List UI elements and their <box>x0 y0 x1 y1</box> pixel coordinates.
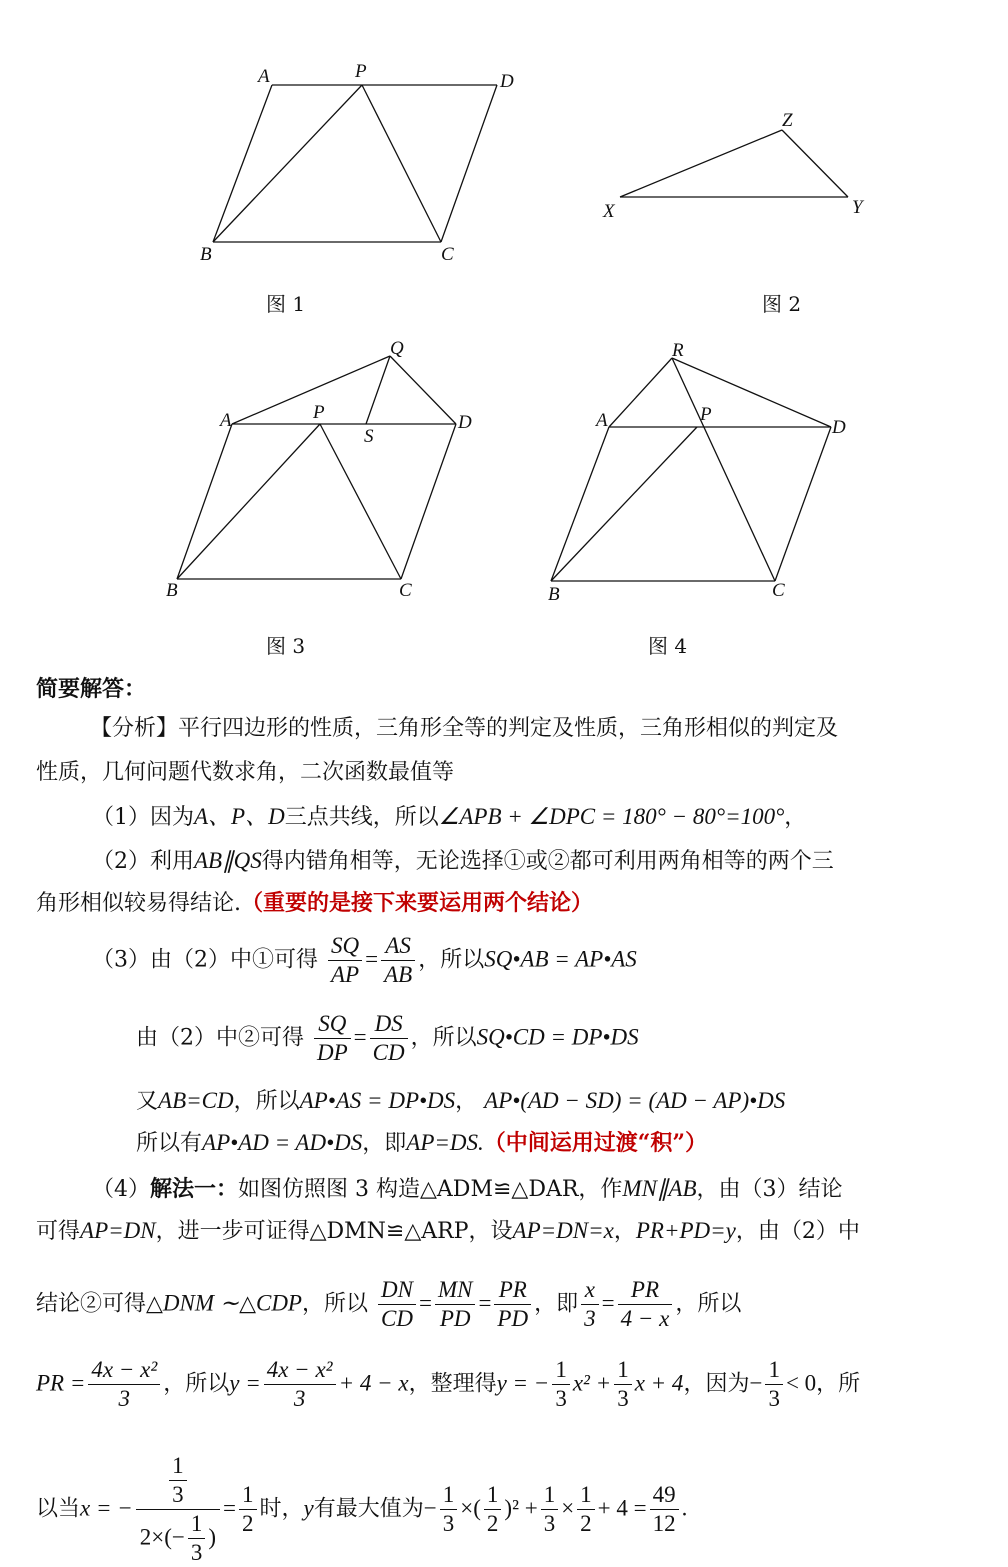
analysis-line-1: 【分析】平行四边形的性质，三角形全等的判定及性质，三角形相似的判定及 <box>90 716 839 741</box>
analysis-line-2: 性质，几何问题代数求角，二次函数最值等 <box>36 760 455 785</box>
math: AP•(AD − SD) = (AD − AP)•DS <box>484 1088 786 1113</box>
equals: = <box>418 1290 432 1316</box>
part-4-line-1 <box>92 1174 843 1205</box>
label-P: P <box>313 402 325 423</box>
figure-1-drawing <box>213 85 497 242</box>
denominator: 3 <box>584 1306 596 1331</box>
numerator: 1 <box>169 1452 187 1481</box>
fraction <box>314 1010 351 1067</box>
label-C: C <box>772 580 785 601</box>
part-3-line-2 <box>136 1010 639 1067</box>
fraction <box>370 1010 408 1067</box>
math: − <box>749 1370 763 1396</box>
numerator: AS <box>381 932 415 961</box>
numerator: DN <box>378 1276 416 1305</box>
label-X: X <box>603 201 615 222</box>
fraction <box>484 1481 502 1538</box>
fraction <box>765 1356 783 1413</box>
fraction <box>552 1356 570 1413</box>
label-D: D <box>832 417 846 438</box>
label-A: A <box>596 410 608 431</box>
numerator: PR <box>494 1276 531 1305</box>
compound-fraction <box>136 1452 220 1567</box>
text: ，所以 <box>675 1291 742 1317</box>
denominator: 4 − x <box>620 1306 670 1331</box>
text: （4） <box>92 1177 150 1202</box>
label-D: D <box>458 412 472 433</box>
text: 时， <box>259 1496 304 1522</box>
fraction <box>328 932 362 989</box>
fraction <box>541 1481 559 1538</box>
math: ) <box>208 1524 217 1550</box>
text: 所以有 <box>136 1131 203 1156</box>
denominator: 2 <box>242 1511 254 1536</box>
part-4-line-2 <box>36 1216 860 1247</box>
figure-1-caption: 图 1 <box>266 292 306 316</box>
denominator: 3 <box>617 1386 629 1411</box>
equals: = <box>478 1290 492 1316</box>
math: )² + <box>504 1495 538 1521</box>
label-R: R <box>672 340 684 361</box>
fraction <box>577 1481 595 1538</box>
label-B: B <box>200 244 212 265</box>
text: 由（2）中②可得 <box>136 1025 304 1051</box>
math: x + 4 <box>634 1370 684 1396</box>
numerator: 1 <box>239 1481 257 1510</box>
fraction <box>614 1356 632 1413</box>
numerator: SQ <box>314 1010 351 1039</box>
numerator: 49 <box>650 1481 679 1510</box>
fraction <box>381 932 415 989</box>
label-A: A <box>220 410 232 431</box>
label-Q: Q <box>390 338 404 359</box>
denominator: 3 <box>293 1386 306 1411</box>
label-B: B <box>166 580 178 601</box>
text: ，所 <box>816 1371 861 1397</box>
text: ，所以 <box>410 1025 477 1051</box>
label-Y: Y <box>852 197 863 218</box>
fraction <box>435 1276 476 1333</box>
label-B: B <box>548 584 560 605</box>
text: ，进一步可证得△DMN≌△ARP，设 <box>155 1219 513 1244</box>
equals: = <box>365 946 379 972</box>
denominator: 3 <box>190 1540 203 1565</box>
fraction <box>440 1481 458 1538</box>
fraction <box>581 1276 599 1333</box>
math: PR+PD=y <box>635 1218 736 1243</box>
math: . <box>681 1495 688 1521</box>
angle-equation: ∠APB + ∠DPC = 180° − 80°=100° <box>438 804 785 829</box>
numerator: 1 <box>188 1510 206 1539</box>
math: AP=DN=x <box>512 1218 614 1243</box>
part-3-line-1 <box>92 932 637 989</box>
numerator: 1 <box>440 1481 458 1510</box>
numerator: 1 <box>552 1356 570 1385</box>
label-P: P <box>355 61 367 82</box>
figure-3-caption: 图 3 <box>266 634 306 658</box>
label-Z: Z <box>782 110 793 131</box>
numerator: SQ <box>328 932 362 961</box>
fraction <box>650 1481 679 1538</box>
math: y <box>303 1495 314 1521</box>
denominator: 3 <box>442 1511 455 1536</box>
denominator: CD <box>372 1040 405 1065</box>
figure-3-drawing <box>177 356 456 579</box>
numerator: PR <box>618 1276 673 1305</box>
text: ，由（3）结论 <box>696 1177 843 1202</box>
denominator: 2 <box>486 1511 499 1536</box>
math: 2×(− <box>139 1524 185 1550</box>
text: 可得 <box>36 1219 81 1244</box>
part-2-line-2 <box>36 888 593 919</box>
part-1-line <box>92 802 806 833</box>
fraction <box>88 1356 160 1413</box>
math: DNM ∼ <box>162 1290 240 1316</box>
math: AP=DS. <box>406 1130 484 1155</box>
text: △ <box>239 1291 256 1317</box>
denominator: 3 <box>768 1386 780 1411</box>
part-2-line-1 <box>92 846 834 877</box>
label-C: C <box>399 580 412 601</box>
text: 又 <box>136 1089 159 1114</box>
math: y = <box>229 1370 261 1396</box>
denominator: 3 <box>543 1511 556 1536</box>
numerator: 1 <box>541 1481 559 1510</box>
numerator: 1 <box>484 1481 502 1510</box>
numerator: 1 <box>765 1356 783 1385</box>
text: （2）利用 <box>92 849 194 874</box>
math: MN∥AB <box>622 1176 697 1201</box>
denominator: 3 <box>555 1386 567 1411</box>
numerator: 1 <box>577 1481 595 1510</box>
math: AP•AD = AD•DS <box>202 1130 363 1155</box>
fraction <box>264 1356 336 1413</box>
figure-4-caption: 图 4 <box>648 634 688 658</box>
text: （1）因为 <box>92 805 194 830</box>
geometry-figures <box>0 0 1008 680</box>
text: 三点共线，所以 <box>284 805 439 830</box>
fraction <box>618 1276 673 1333</box>
method-label: 解法一： <box>150 1176 239 1202</box>
math: AB=CD <box>158 1088 234 1113</box>
math: + 4 − x <box>338 1370 409 1396</box>
numerator: 4x − x² <box>264 1356 336 1385</box>
part-4-line-4 <box>36 1356 860 1413</box>
math: A、P、D <box>194 804 285 829</box>
denominator: PD <box>497 1306 529 1331</box>
numerator: DS <box>370 1010 408 1039</box>
text: 结论②可得△ <box>36 1291 163 1317</box>
fraction <box>494 1276 531 1333</box>
part-3-line-3 <box>136 1086 785 1117</box>
math: < 0 <box>785 1370 817 1396</box>
equals: = <box>223 1495 237 1521</box>
math: CDP <box>255 1290 302 1316</box>
text: 以当 <box>36 1496 81 1522</box>
numerator: MN <box>435 1276 476 1305</box>
part-4-line-5 <box>36 1452 687 1567</box>
text: ，所以 <box>418 947 485 973</box>
label-C: C <box>441 244 454 265</box>
part-3-line-4 <box>136 1128 707 1159</box>
text: ，所以 <box>233 1089 300 1114</box>
math: AB∥QS <box>194 848 262 873</box>
numerator: 1 <box>614 1356 632 1385</box>
math: SQ•AB = AP•AS <box>484 946 637 972</box>
label-A: A <box>258 66 270 87</box>
math: AP=DN <box>80 1218 156 1243</box>
math: x² + <box>572 1370 612 1396</box>
text: ，即 <box>534 1291 579 1317</box>
text: ， <box>455 1089 478 1114</box>
text: 如图仿照图 3 构造△ADM≌△DAR，作 <box>238 1177 623 1202</box>
denominator: AB <box>384 962 413 987</box>
math: ×( <box>460 1495 481 1521</box>
text: ，所以 <box>301 1291 368 1317</box>
denominator: PD <box>439 1306 471 1331</box>
solution-heading: 简要解答： <box>36 676 147 702</box>
numerator: 4x − x² <box>88 1356 160 1385</box>
fraction <box>239 1481 257 1538</box>
denominator: 3 <box>118 1386 131 1411</box>
math: SQ•CD = DP•DS <box>476 1024 639 1050</box>
math: PR = <box>36 1370 86 1396</box>
part-4-line-3 <box>36 1276 741 1333</box>
math: y = − <box>496 1370 550 1396</box>
text: 角形相似较易得结论. <box>36 891 241 916</box>
text: ，所以 <box>163 1371 230 1397</box>
equals: = <box>353 1024 367 1050</box>
text: （3）由（2）中①可得 <box>92 947 318 973</box>
fraction <box>188 1510 206 1567</box>
text: ， <box>613 1219 636 1244</box>
numerator: x <box>581 1276 599 1305</box>
label-S: S <box>364 426 374 447</box>
denominator: 2 <box>580 1511 592 1536</box>
text: ，由（2）中 <box>735 1219 860 1244</box>
text: ，因为 <box>683 1371 750 1397</box>
denominator: AP <box>331 962 360 987</box>
denominator: DP <box>317 1040 348 1065</box>
denominator: CD <box>381 1306 413 1331</box>
highlight-note: （重要的是接下来要运用两个结论） <box>241 890 594 916</box>
label-D: D <box>500 71 514 92</box>
text: 得内错角相等，无论选择①或②都可利用两角相等的两个三 <box>261 849 834 874</box>
text: ， <box>784 805 807 830</box>
denominator: 3 <box>172 1482 184 1507</box>
figure-2-drawing <box>620 130 848 197</box>
denominator: 12 <box>652 1511 676 1536</box>
fraction <box>169 1452 187 1509</box>
figure-4-drawing <box>551 358 831 581</box>
math: x = − <box>80 1495 133 1521</box>
figure-2-caption: 图 2 <box>762 292 802 316</box>
text: 有最大值为 <box>313 1496 424 1522</box>
math: AP•AS = DP•DS <box>299 1088 456 1113</box>
math: − <box>423 1495 437 1521</box>
text: ，整理得 <box>408 1371 497 1397</box>
text: ，即 <box>362 1131 407 1156</box>
highlight-note: （中间运用过渡“积”） <box>483 1130 708 1156</box>
label-P: P <box>700 404 712 425</box>
equals: = <box>601 1290 615 1316</box>
math: + 4 = <box>597 1495 647 1521</box>
math: × <box>561 1495 575 1521</box>
fraction <box>378 1276 416 1333</box>
